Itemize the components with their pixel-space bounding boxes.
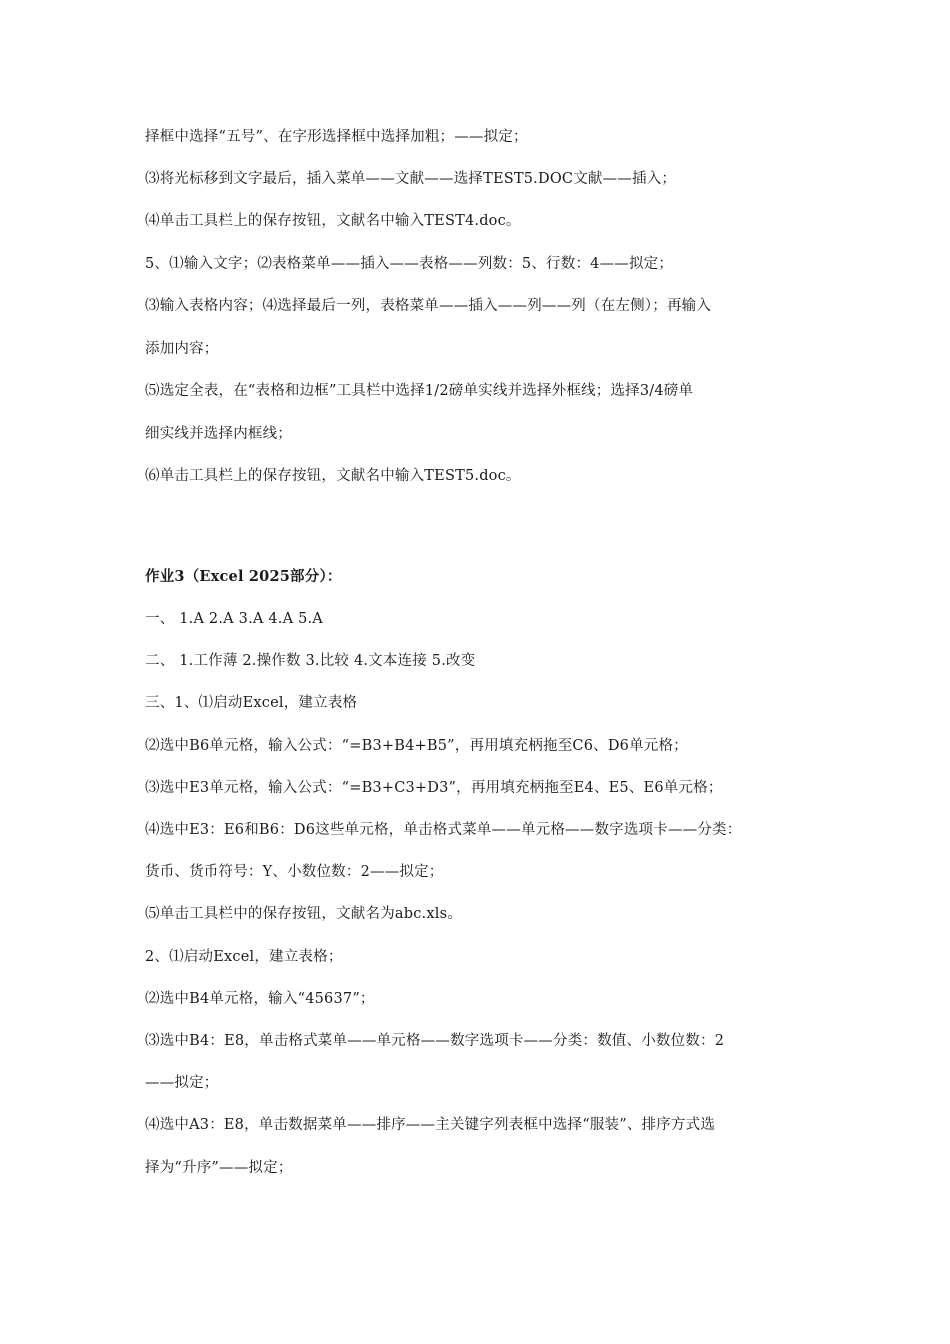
text-line: 二、 1.工作薄 2.操作数 3.比较 4.文本连接 5.改变 — [145, 653, 476, 669]
text-line: 细实线并选择内框线； — [145, 426, 292, 442]
text-line: ⑷选中A3：E8，单击数据菜单——排序——主关键字列表框中选择“服装”、排序方式选 — [145, 1117, 716, 1133]
text-line: ——拟定； — [145, 1075, 219, 1091]
text-line: 三、1、⑴启动Excel，建立表格 — [145, 695, 358, 711]
text-line: 择框中选择“五号”、在字形选择框中选择加粗；——拟定； — [145, 129, 528, 145]
text-line: ⑵选中B4单元格，输入“45637”； — [145, 991, 375, 1007]
text-line: 2、⑴启动Excel，建立表格； — [145, 949, 343, 965]
text-line: ⑸选定全表，在“表格和边框”工具栏中选择1/2磅单实线并选择外框线；选择3/4磅单 — [145, 383, 694, 399]
text-line: 货币、货币符号：Y、小数位数：2——拟定； — [145, 864, 444, 880]
text-line: ⑶输入表格内容；⑷选择最后一列，表格菜单——插入——列——列（在左侧）；再输入 — [145, 298, 712, 314]
text-line: ⑸单击工具栏中的保存按钮，文献名为abc.xls。 — [145, 906, 462, 922]
text-line: ⑵选中B6单元格，输入公式：“=B3+B4+B5”，再用填充柄拖至C6、D6单元格； — [145, 738, 688, 754]
text-line: ⑷单击工具栏上的保存按钮，文献名中输入TEST4.doc。 — [145, 213, 521, 229]
text-line: 一、 1.A 2.A 3.A 4.A 5.A — [145, 611, 323, 627]
text-line: ⑶选中E3单元格，输入公式：“=B3+C3+D3”，再用填充柄拖至E4、E5、E6单元格； — [145, 780, 723, 796]
text-line: ⑶将光标移到文字最后，插入菜单——文献——选择TEST5.DOC文献——插入； — [145, 171, 677, 187]
section-heading: 作业3（Excel 2025部分）： — [145, 568, 342, 585]
text-line: 5、⑴输入文字；⑵表格菜单——插入——表格——列数：5、行数：4——拟定； — [145, 256, 674, 272]
text-line: ⑶选中B4：E8，单击格式菜单——单元格——数字选项卡——分类：数值、小数位数：2 — [145, 1033, 725, 1049]
text-line: 择为“升序”——拟定； — [145, 1160, 293, 1176]
text-line: 添加内容； — [145, 341, 219, 357]
text-line: ⑹单击工具栏上的保存按钮，文献名中输入TEST5.doc。 — [145, 468, 521, 484]
text-line: ⑷选中E3：E6和B6：D6这些单元格，单击格式菜单——单元格——数字选项卡——分类： — [145, 822, 742, 838]
